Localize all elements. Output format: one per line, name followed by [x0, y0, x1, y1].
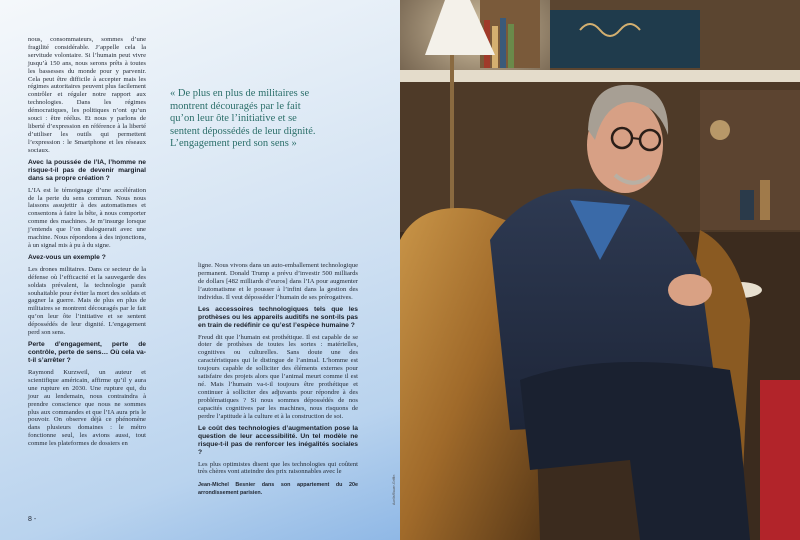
interview-question: Les accessoires technologiques tels que les prothèses ou les appareils auditifs ne sont-ils pas en train de redéfinir ce qu’est l’espèce humaine ?: [198, 305, 358, 329]
interview-answer: Freud dit que l’humain est prothétique. Il est capable de se doter de prothèses de toutes les sortes : matérielles, cognitives ou culturelles. Sans doute une des caractéristiques qui le distingue de l’animal. L’homme est toujours capable de solliciter des éléments externes pour satisfaire des projets alors que l’animal meurt comme il est né. Mais l’humain va-t-il toujours être prothétique et continuer à solliciter des adjuvants pour répondre à des problématiques ? Si nous sommes dépossédés de nos capacités cognitives par les machines, nous risquons de perdre l’aptitude à la culture et à la construction de soi.: [198, 333, 358, 420]
hands: [668, 274, 712, 306]
portrait-illustration: [400, 0, 800, 540]
body-paragraph: nous, consommateurs, sommes d’une fragilité considérable. J’appelle cela la servitude volontaire. Si l’humain peut vivre jusqu’à 150 ans, nous serons prêts à toutes les bassesses du monde pour y parvenir. Cela peut être difficile à accepter mais les régimes autoritaires peuvent plus facilement contrôler et réguler notre rapport aux technologies. Dans les régimes démocratiques, les politiques n’ont qu’un souci : être réélus. Et nous y parlons de liberté d’expression en référence à la liberté d’utiliser les outils qui permettent l’expression : le Smartphone et les réseaux sociaux.: [28, 36, 146, 154]
page-number: 8 -: [28, 516, 37, 523]
body-paragraph: ligne. Nous vivons dans un auto-emballement technologique permanent. Donald Trump a prévu d’investir 500 milliards de dollars [482 milliards d’euros] dans l’IA pour augmenter l’automatisme et le pousser à l’infini dans la gestion des individus. Il veut déposséder l’humain de ses prérogatives.: [198, 262, 358, 301]
photo-credit: Axelle/Bauer-Griffin: [392, 474, 396, 505]
shelf: [400, 70, 800, 82]
painted-chest: [550, 10, 700, 68]
interview-question: Le coût des technologies d’augmentation pose la question de leur accessibilité. Un tel modèle ne risque-t-il pas de renforcer les inégalités sociales ?: [198, 424, 358, 456]
text-column-1: [28, 36, 146, 452]
text-column-2: [198, 262, 358, 502]
red-cushion: [760, 380, 800, 540]
photo-caption: Jean-Michel Besnier dans son appartement du 20e arrondissement parisien.: [198, 482, 358, 497]
interview-question: Avez-vous un exemple ?: [28, 253, 106, 261]
portrait-photo: [400, 0, 800, 540]
interview-answer: Raymond Kurzweil, un auteur et scientifique américain, affirme qu’il y aura une rupture en 2030. Une rupture qui, du jour au lendemain, nous contraindra à prendre conscience que nous ne sommes plus aux commandes et que l’IA aura pris le pouvoir. On observe déjà ce phénomène dans plusieurs domaines : le métro fonctionne seul, les avions aussi, tout comme les plateformes de dossiers en: [28, 369, 146, 448]
interview-question: Perte d’engagement, perte de contrôle, perte de sens… Où cela va-t-il s’arrêter ?: [28, 341, 146, 364]
interview-answer: L’IA est le témoignage d’une accélération de la perte du sens commun. Nous nous laissons assujettir à des automatismes et consentons à faire la bête, à nous comporter comme des machines. Je m’insurge lorsque j’entends que l’on dialoguerait avec une machine. Nous répondons à des injonctions, à un signal mis à pu à du signe.: [28, 186, 146, 249]
interview-question: Avec la poussée de l’IA, l’homme ne risque-t-il pas de devenir marginal dans sa propre création ?: [28, 158, 146, 182]
interview-answer: Les plus optimistes disent que les technologies qui coûtent très chères vont atteindre des prix raisonnables avec le: [198, 460, 358, 476]
pull-quote: « De plus en plus de militaires se montrent découragés par le fait qu’on leur ôte l’initiative et se sentent dépossédés de leur dignité. L’engagement perd son sens »: [170, 88, 316, 150]
interview-answer: Les drones militaires. Dans ce secteur de la défense où l’efficacité et la sauvegarde des soldats prévalent, la technologie paraît souhaitable pour éviter la mort des soldats et gagner la guerre. Mais de plus en plus de militaires se montrent découragés par le fait qu’on leur ôte l’initiative et se sentent dépossédés de leur dignité. L’engagement perd son sens.: [28, 265, 146, 337]
